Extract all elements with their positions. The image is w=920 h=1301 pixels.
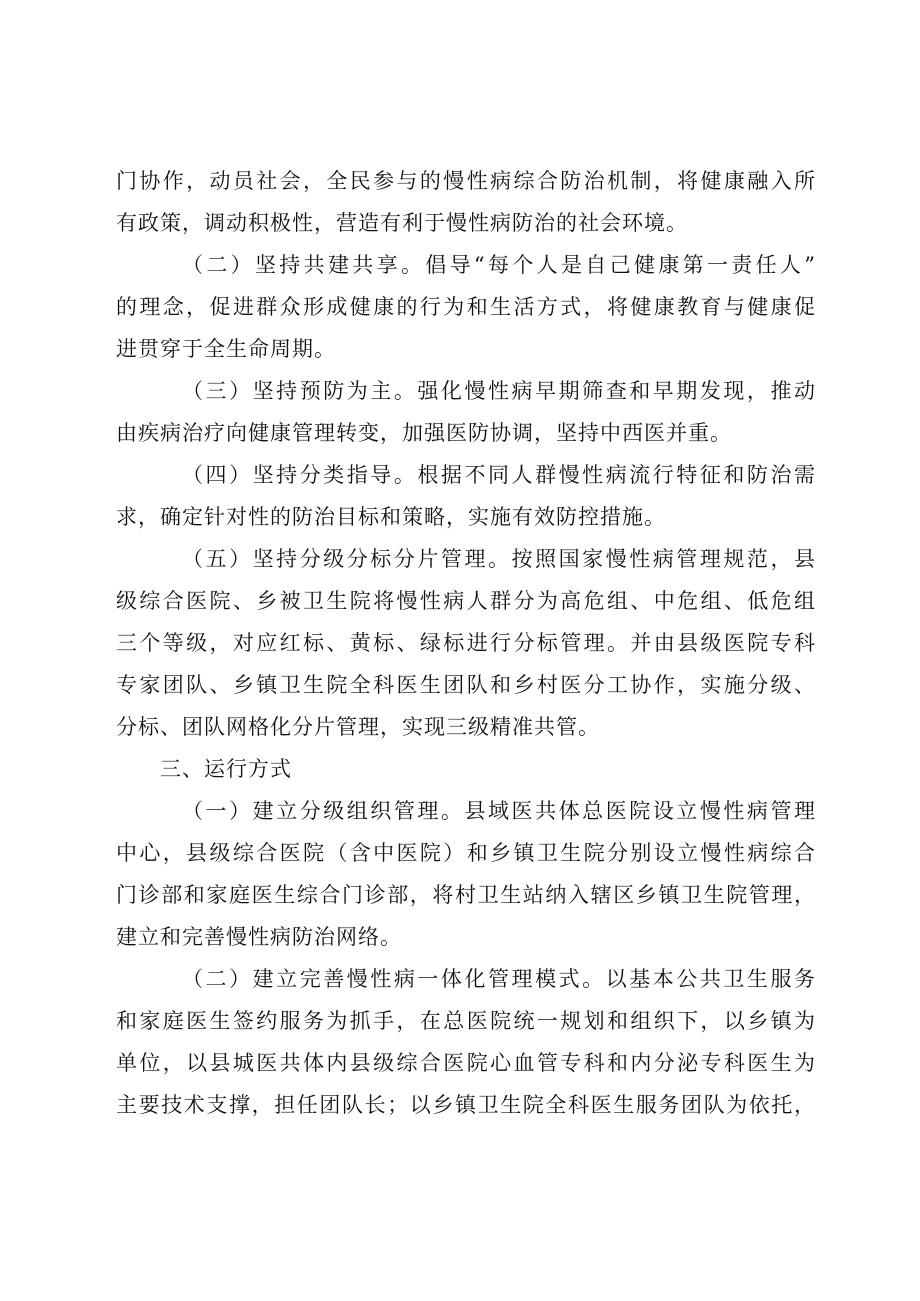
paragraph-first-line: （三）坚持预防为主。强化慢性病早期筛查和早期发现，推动 <box>182 379 816 403</box>
body-line: 建立和完善慢性病防治网络。 <box>116 925 402 949</box>
body-line: 单位，以县城医共体内县级综合医院心血管专科和内分泌专科医生为 <box>116 1051 816 1075</box>
paragraph-first-line: （四）坚持分类指导。根据不同人群慢性病流行特征和防治需 <box>182 463 816 487</box>
body-line: 专家团队、乡镇卫生院全科医生团队和乡村医分工协作，实施分级、 <box>116 673 816 697</box>
body-line: 主要技术支撑，担任团队长；以乡镇卫生院全科医生服务团队为依托， <box>116 1093 816 1117</box>
body-line: 门协作，动员社会，全民参与的慢性病综合防治机制，将健康融入所 <box>116 169 816 193</box>
body-line: 有政策，调动积极性，营造有利于慢性病防治的社会环境。 <box>116 211 688 235</box>
paragraph-first-line: （一）建立分级组织管理。县域医共体总医院设立慢性病管理 <box>182 799 816 823</box>
body-line: 和家庭医生签约服务为抓手，在总医院统一规划和组织下，以乡镇为 <box>116 1009 816 1033</box>
body-line: 求，确定针对性的防治目标和策略，实施有效防控措施。 <box>116 505 666 529</box>
body-line: 门诊部和家庭医生综合门诊部，将村卫生站纳入辖区乡镇卫生院管理， <box>116 883 816 907</box>
body-line: 级综合医院、乡被卫生院将慢性病人群分为高危组、中危组、低危组 <box>116 589 816 613</box>
body-line: 的理念，促进群众形成健康的行为和生活方式，将健康教育与健康促 <box>116 295 816 319</box>
body-line: 三个等级，对应红标、黄标、绿标进行分标管理。并由县级医院专科 <box>116 631 816 655</box>
body-line: 中心，县级综合医院（含中医院）和乡镇卫生院分别设立慢性病综合 <box>116 841 816 865</box>
body-line: 由疾病治疗向健康管理转变，加强医防协调，坚持中西医并重。 <box>116 421 732 445</box>
paragraph-first-line: （二）建立完善慢性病一体化管理模式。以基本公共卫生服务 <box>182 967 816 991</box>
paragraph-first-line: （二）坚持共建共享。倡导“每个人是自己健康第一责任人” <box>182 253 816 277</box>
section-heading: 三、运行方式 <box>160 757 292 781</box>
body-line: 进贯穿于全生命周期。 <box>116 337 336 361</box>
body-line: 分标、团队网格化分片管理，实现三级精准共管。 <box>116 715 600 739</box>
paragraph-first-line: （五）坚持分级分标分片管理。按照国家慢性病管理规范，县 <box>182 547 816 571</box>
document-body <box>116 160 816 1126</box>
